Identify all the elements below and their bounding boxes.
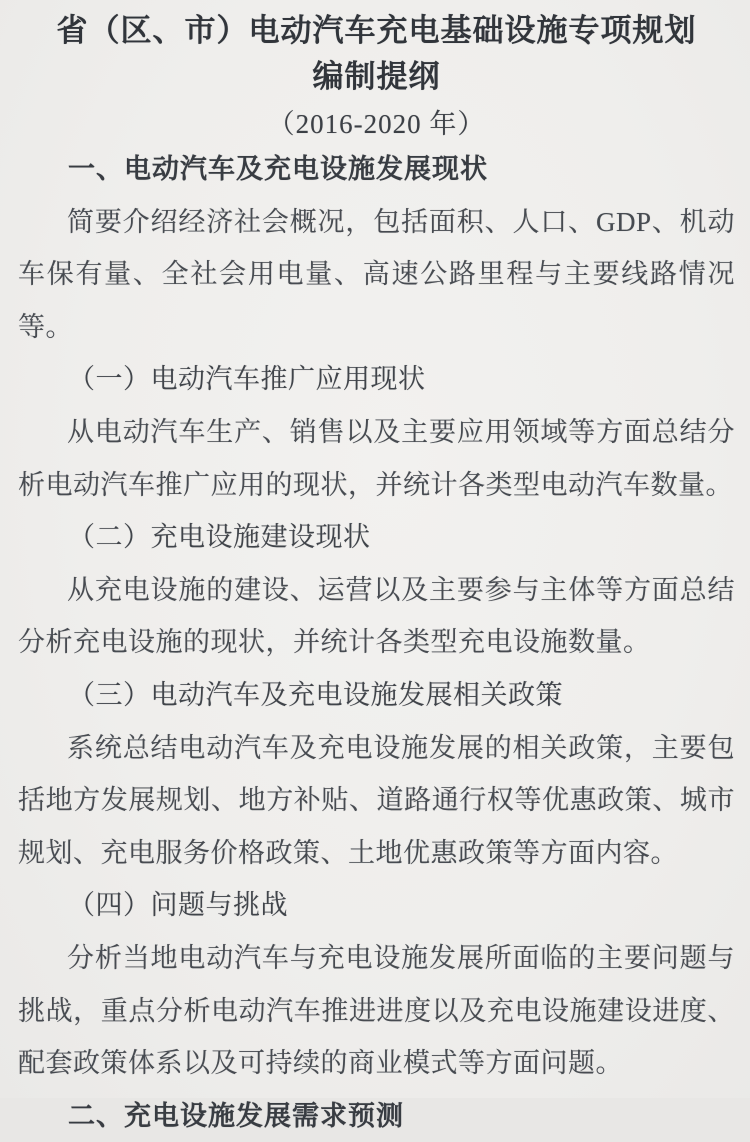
document-title-line2: 编制提纲: [312, 59, 441, 94]
document-title-line1: 省（区、市）电动汽车充电基础设施专项规划: [56, 13, 697, 48]
subsection-1-2-paragraph: 从充电设施的建设、运营以及主要参与主体等方面总结分析充电设施的现状，并统计各类型充电设施数量。: [18, 574, 735, 658]
section-2-heading: 二、充电设施发展需求预测: [68, 1100, 404, 1131]
subsection-1-2-heading: （二）充电设施建设现状: [68, 522, 371, 553]
section-1-intro-paragraph: 简要介绍经济社会概况，包括面积、人口、GDP、机动车保有量、全社会用电量、高速公路里程与主要线路情况等。: [18, 206, 735, 342]
subsection-1-4-heading: （四）问题与挑战: [68, 890, 288, 921]
subsection-1-4-paragraph: 分析当地电动汽车与充电设施发展所面临的主要问题与挑战，重点分析电动汽车推进进度以及充电设施建设进度、配套政策体系以及可持续的商业模式等方面问题。: [18, 942, 735, 1079]
plan-period: （2016-2020 年）: [267, 109, 486, 139]
subsection-1-3-heading: （三）电动汽车及充电设施发展相关政策: [68, 679, 563, 710]
subsection-1-3-paragraph: 系统总结电动汽车及充电设施发展的相关政策，主要包括地方发展规划、地方补贴、道路通行权等优惠政策、城市规划、充电服务价格政策、土地优惠政策等方面内容。: [18, 732, 735, 868]
subsection-1-1-paragraph: 从电动汽车生产、销售以及主要应用领域等方面总结分析电动汽车推广应用的现状，并统计各类型电动汽车数量。: [18, 416, 735, 500]
subsection-1-1-heading: （一）电动汽车推广应用现状: [68, 364, 426, 395]
document-body: [18, 143, 735, 1142]
section-1-heading: 一、电动汽车及充电设施发展现状: [68, 154, 488, 184]
